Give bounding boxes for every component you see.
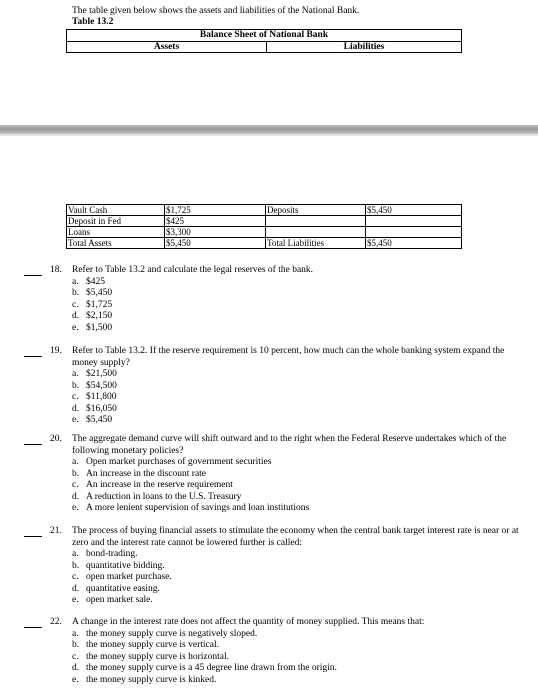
answer-option[interactable] [72,369,117,381]
option-text: the money supply curve is negatively sloped. [86,628,258,639]
table-cell-liability-value: $5,450 [366,238,462,249]
option-text: A more lenient supervision of savings and loan institutions [86,503,310,513]
answer-option[interactable] [72,675,216,687]
option-text: the money supply curve is a 45 degree line drawn from the origin. [86,663,337,673]
question-number: 18. [50,265,62,275]
option-letter: d. [72,403,80,414]
option-text: the money supply curve is kinked. [86,674,217,685]
table-cell-asset: Loans [67,227,165,238]
table-cell-asset-value: $3,300 [165,227,266,238]
option-text: Open market purchases of government securities [86,457,272,467]
answer-option[interactable] [72,288,112,300]
table-cell-asset: Vault Cash [67,205,165,216]
table-cell-liability-value [366,227,462,238]
option-letter: d. [72,491,80,502]
answer-blank[interactable] [24,627,42,628]
option-letter: a. [72,628,79,639]
option-text: $425 [86,276,105,287]
table-cell-liability: Deposits [266,205,366,216]
table-cell-asset-value: $425 [165,216,266,227]
option-letter: d. [72,311,80,321]
balance-sheet-title: Balance Sheet of National Bank [67,30,461,42]
answer-option[interactable] [72,561,165,573]
option-letter: b. [72,640,80,650]
question-stem: Refer to Table 13.2. If the reserve requirement is 10 percent, how much can the whole banking system expand the money supply? [72,346,505,368]
page-break-bar [0,125,538,134]
balance-sheet-header-table [66,29,462,53]
answer-option[interactable] [72,381,117,393]
option-letter: b. [72,468,80,479]
answer-option[interactable] [72,640,219,652]
answer-option[interactable] [72,457,271,469]
option-letter: a. [72,457,79,467]
table-cell-liability [266,216,366,227]
question-number: 20. [50,434,62,444]
answer-option[interactable] [72,277,105,289]
assets-header: Assets [67,42,267,53]
answer-option[interactable] [72,311,112,323]
option-text: $1,725 [86,299,113,310]
answer-option[interactable] [72,404,117,416]
option-letter: c. [72,480,79,490]
option-letter: c. [72,299,79,310]
option-letter: d. [72,583,80,594]
question-stem: Refer to Table 13.2 and calculate the legal reserves of the bank. [72,265,314,275]
option-text: $54,500 [86,380,117,391]
option-letter: a. [72,369,79,379]
option-text: quantitative bidding. [86,560,165,571]
option-letter: b. [72,380,80,391]
intro-text: The table given below shows the assets and liabilities of the National Bank. [72,6,360,16]
option-letter: b. [72,560,80,571]
answer-option[interactable] [72,584,160,596]
table-caption: Table 13.2 [72,17,114,27]
question-number: 21. [50,526,62,536]
option-text: open market sale. [86,595,153,605]
answer-option[interactable] [72,595,153,607]
option-letter: e. [72,415,79,425]
table-row [67,205,462,216]
option-letter: d. [72,663,80,673]
answer-option[interactable] [72,300,112,312]
table-cell-liability-value: $5,450 [366,205,462,216]
balance-sheet-table [66,204,462,249]
table-cell-asset: Total Assets [67,238,165,249]
option-text: An increase in the reserve requirement [86,480,233,490]
answer-option[interactable] [72,629,257,641]
option-text: $1,500 [86,322,113,333]
table-row [67,227,462,238]
table-cell-asset-value: $1,725 [165,205,266,216]
option-letter: a. [72,276,79,287]
option-text: bond-trading. [86,549,138,559]
option-text: the money supply curve is vertical. [86,640,219,650]
answer-option[interactable] [72,663,337,675]
option-text: An increase in the discount rate [86,468,207,479]
table-cell-asset-value: $5,450 [165,238,266,249]
option-text: $16,050 [86,403,117,414]
option-text: $2,150 [86,311,113,321]
answer-option[interactable] [72,549,137,561]
option-text: $5,450 [86,415,113,425]
option-letter: c. [72,651,79,662]
answer-option[interactable] [72,392,117,404]
question-stem: A change in the interest rate does not affect the quantity of money supplied. This means that: [72,617,425,627]
table-cell-liability [266,227,366,238]
option-letter: e. [72,322,79,333]
option-letter: a. [72,549,79,559]
option-letter: b. [72,288,80,298]
answer-option[interactable] [72,652,229,664]
option-letter: e. [72,595,79,605]
option-letter: e. [72,503,79,513]
table-row [67,216,462,227]
option-text: $11,800 [86,392,117,402]
page-break-shadow [0,134,538,136]
answer-blank[interactable] [24,275,42,276]
answer-option[interactable] [72,492,241,504]
table-cell-asset: Deposit in Fed [67,216,165,227]
question-number: 19. [50,346,62,356]
option-text: A reduction in loans to the U.S. Treasury [86,491,242,502]
option-text: quantitative easing. [86,583,160,594]
answer-option[interactable] [72,503,309,515]
option-letter: c. [72,392,79,402]
table-row [67,238,462,249]
answer-option[interactable] [72,572,172,584]
option-text: the money supply curve is horizontal. [86,651,229,662]
liabilities-header: Liabilities [343,42,385,52]
answer-blank[interactable] [24,536,42,537]
answer-option[interactable] [72,323,112,335]
option-text: open market purchase. [86,572,172,582]
option-text: $5,450 [86,288,113,298]
table-cell-liability: Total Liabilities [266,238,366,249]
answer-blank[interactable] [24,356,42,357]
answer-option[interactable] [72,415,112,427]
option-letter: e. [72,674,79,685]
question-stem: The aggregate demand curve will shift outward and to the right when the Federal Reserve undertakes which of the following monetary policies? [72,434,507,456]
question-number: 22. [50,617,62,627]
answer-option[interactable] [72,469,206,481]
option-letter: c. [72,572,79,582]
answer-option[interactable] [72,480,233,492]
option-text: $21,500 [86,369,117,379]
table-cell-liability-value [366,216,462,227]
question-stem: The process of buying financial assets to stimulate the economy when the central bank target interest rate is near or at zero and the interest rate cannot be lowered further is called: [72,526,519,548]
answer-blank[interactable] [24,444,42,445]
